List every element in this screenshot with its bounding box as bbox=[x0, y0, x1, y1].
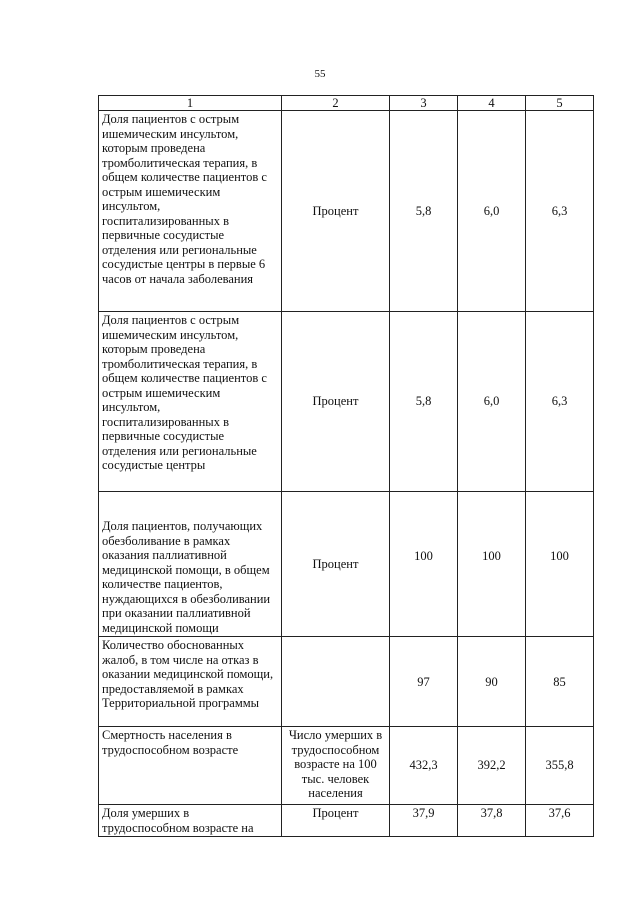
value-cell: 392,2 bbox=[458, 727, 526, 805]
table-row bbox=[99, 312, 594, 492]
value-cell: 100 bbox=[526, 492, 594, 637]
value-cell: 6,0 bbox=[458, 111, 526, 312]
value-cell: 355,8 bbox=[526, 727, 594, 805]
value-cell: 37,6 bbox=[526, 805, 594, 837]
indicator-name: Доля умерших в трудоспособном возрасте на bbox=[99, 805, 282, 837]
value-cell: 100 bbox=[390, 492, 458, 637]
value-cell: 432,3 bbox=[390, 727, 458, 805]
table-row bbox=[99, 805, 594, 837]
indicator-name: Доля пациентов, получающих обезболивание в рамках оказания паллиативной медицинской помощи, в общем количестве пациентов, нуждающихся в обезболивании при оказании паллиативной медицинской помощи bbox=[99, 492, 282, 637]
value-cell: 37,8 bbox=[458, 805, 526, 837]
table-row bbox=[99, 727, 594, 805]
unit-cell bbox=[282, 637, 390, 727]
page-number: 55 bbox=[314, 68, 326, 80]
unit-cell: Процент bbox=[282, 312, 390, 492]
column-header-5: 5 bbox=[526, 96, 594, 111]
indicators-table bbox=[98, 95, 594, 837]
column-header-2: 2 bbox=[282, 96, 390, 111]
table-row bbox=[99, 637, 594, 727]
value-cell: 6,3 bbox=[526, 111, 594, 312]
unit-cell: Процент bbox=[282, 805, 390, 837]
indicator-name: Смертность населения в трудоспособном возрасте bbox=[99, 727, 282, 805]
value-cell: 6,0 bbox=[458, 312, 526, 492]
value-cell: 6,3 bbox=[526, 312, 594, 492]
value-cell: 100 bbox=[458, 492, 526, 637]
value-cell: 97 bbox=[390, 637, 458, 727]
value-cell: 85 bbox=[526, 637, 594, 727]
value-cell: 90 bbox=[458, 637, 526, 727]
column-header-3: 3 bbox=[390, 96, 458, 111]
value-cell: 5,8 bbox=[390, 111, 458, 312]
indicator-name: Доля пациентов с острым ишемическим инсультом, которым проведена тромболитическая терапия, в общем количестве пациентов с острым ишемическим инсультом, госпитализированных в первичные сосудистые отделения или региональные сосудистые центры в первые 6 часов от начала заболевания bbox=[99, 111, 282, 312]
unit-cell: Процент bbox=[282, 111, 390, 312]
unit-cell: Число умерших в трудоспособном возрасте на 100 тыс. человек населения bbox=[282, 727, 390, 805]
indicator-name: Количество обоснованных жалоб, в том числе на отказ в оказании медицинской помощи, предоставляемой в рамках Территориальной программы bbox=[99, 637, 282, 727]
table-header-row bbox=[99, 96, 594, 111]
indicator-name: Доля пациентов с острым ишемическим инсультом, которым проведена тромболитическая терапия, в общем количестве пациентов с острым ишемическим инсультом, госпитализированных в первичные сосудистые отделения или региональные сосудистые центры bbox=[99, 312, 282, 492]
table-row bbox=[99, 111, 594, 312]
unit-cell: Процент bbox=[282, 492, 390, 637]
column-header-4: 4 bbox=[458, 96, 526, 111]
column-header-1: 1 bbox=[99, 96, 282, 111]
table-row bbox=[99, 492, 594, 637]
value-cell: 37,9 bbox=[390, 805, 458, 837]
value-cell: 5,8 bbox=[390, 312, 458, 492]
